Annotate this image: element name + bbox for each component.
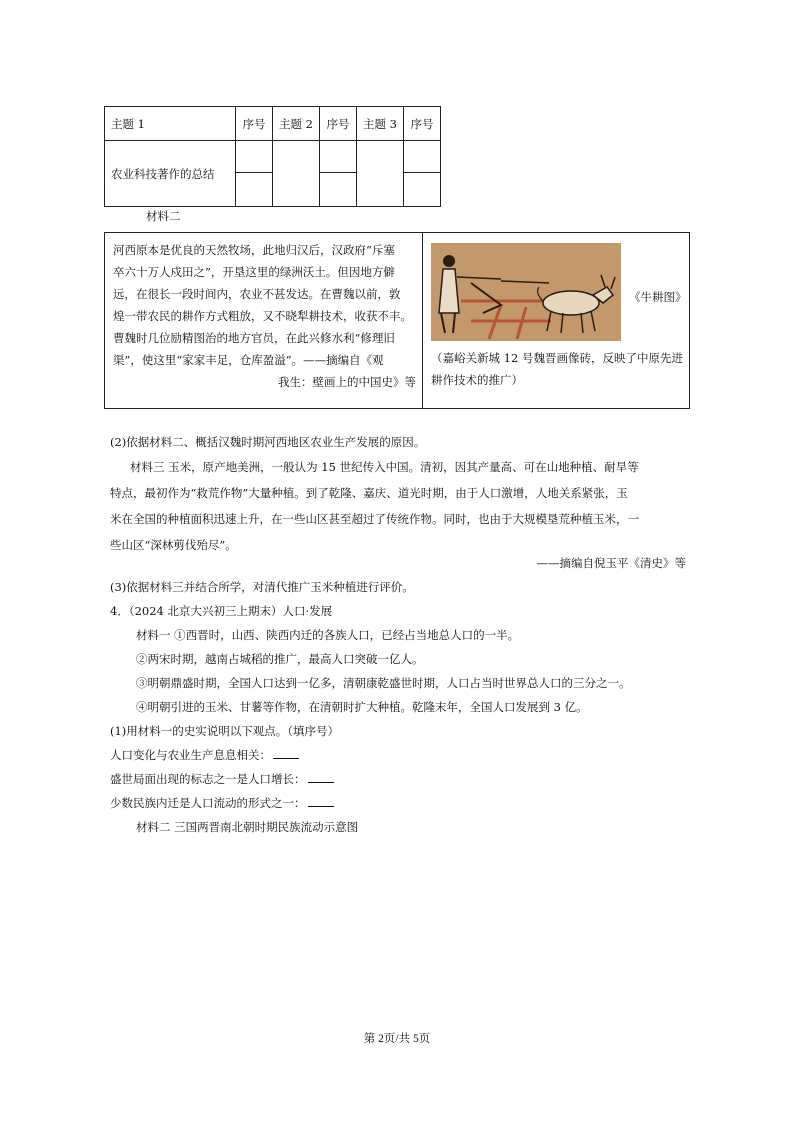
header-index1: 序号 (236, 107, 273, 141)
q4-point-label: 少数民族内迁是人口流动的形式之一： (110, 796, 306, 810)
index2-cell-b (320, 173, 357, 207)
material3-source: ——摘编自倪玉平《清史》等 (536, 556, 686, 570)
ox-plowing-painting (431, 243, 621, 341)
ox-plowing-image (431, 243, 621, 341)
header-topic3: 主题 3 (357, 107, 404, 141)
q4-point-label: 盛世局面出现的标志之一是人口增长： (110, 772, 306, 786)
index3-cell-b (404, 173, 441, 207)
q4-point-label: 人口变化与农业生产息息相关： (110, 748, 271, 762)
painting-caption: （嘉峪关新城 12 号魏晋画像砖，反映了中原先进耕作技术的推广） (431, 351, 683, 387)
box-divider (422, 233, 423, 408)
topic2-cell (273, 141, 320, 207)
header-topic1: 主题 1 (105, 107, 236, 141)
header-index2: 序号 (320, 107, 357, 141)
question-4-sub1: (1)用材料一的史实说明以下观点。（填序号） (110, 724, 340, 738)
material2-line: 远，在很长一段时间内，农业不甚发达。在曹魏以前，敦 (113, 287, 401, 301)
topic-table (104, 106, 441, 207)
q4-point-2 (110, 767, 334, 791)
index3-cell-a (404, 141, 441, 173)
index1-cell-a (236, 141, 273, 173)
header-index3: 序号 (404, 107, 441, 141)
question-4-title: 4．（2024 北京大兴初三上期末）人口·发展 (110, 604, 333, 618)
answer-blank[interactable] (308, 772, 334, 783)
q4-material1-line: ④明朝引进的玉米、甘薯等作物，在清朝时扩大种植。乾隆末年，全国人口发展到 3 亿。 (136, 700, 588, 714)
topic3-cell (357, 141, 404, 207)
page-footer: 第 2页/共 5页 (363, 1033, 431, 1045)
q4-material1-line: ③明朝鼎盛时期，全国人口达到一亿多，清朝康乾盛世时期，人口占当时世界总人口的三分之一。 (136, 676, 631, 690)
material2-source: 我生：壁画上的中国史》等 (278, 375, 416, 389)
answer-blank[interactable] (273, 748, 299, 759)
header-topic2: 主题 2 (273, 107, 320, 141)
material3-line: 材料三 玉米，原产地美洲，一般认为 15 世纪传入中国。清初，因其产量高、可在山地种植、耐旱等 (130, 460, 639, 474)
material2-line: 卒六十万人戍田之”，开垦这里的绿洲沃土。但因地方僻 (113, 265, 395, 279)
answer-blank[interactable] (308, 796, 334, 807)
q4-material1-line: 材料一 ①西晋时，山西、陕西内迁的各族人口，已经占当地总人口的一半。 (136, 628, 520, 642)
index1-cell-b (236, 173, 273, 207)
q4-material1-line: ②两宋时期，越南占城稻的推广，最高人口突破一亿人。 (136, 652, 424, 666)
question-3: (3)依据材料三并结合所学，对清代推广玉米种植进行评价。 (110, 580, 414, 594)
q4-point-1 (110, 743, 299, 767)
material2-line: 曹魏时几位励精图治的地方官员，在此兴修水利“修理旧 (113, 331, 395, 345)
material2-line: 渠”，使这里“家家丰足，仓库盈溢”。——摘编自《观 (113, 353, 384, 367)
painting-title: 《牛耕图》 (629, 290, 687, 304)
q4-material2-caption: 材料二 三国两晋南北朝时期民族流动示意图 (136, 820, 359, 834)
material3-line: 特点，最初作为“救荒作物”大量种植。到了乾隆、嘉庆、道光时期，由于人口激增，人地关系紧张，玉 (110, 486, 628, 500)
material2-line: 煌一带农民的耕作方式粗放，又不晓犁耕技术，收获不丰。 (113, 309, 412, 323)
topic1-cell: 农业科技著作的总结 (105, 141, 236, 207)
question-2: (2)依据材料二、概括汉魏时期河西地区农业生产发展的原因。 (110, 435, 426, 449)
index2-cell-a (320, 141, 357, 173)
material2-line: 河西原本是优良的天然牧场，此地归汉后，汉政府“斥塞 (113, 243, 395, 257)
q4-point-3 (110, 791, 334, 815)
material2-box (104, 232, 690, 409)
material2-text (113, 239, 416, 393)
material3-line: 些山区“深林剪伐殆尽”。 (110, 538, 237, 552)
material2-label: 材料二 (146, 209, 181, 223)
material3-line: 米在全国的种植面积迅速上升，在一些山区甚至超过了传统作物。同时，也由于大规模垦荒种植玉米，一 (110, 512, 639, 526)
